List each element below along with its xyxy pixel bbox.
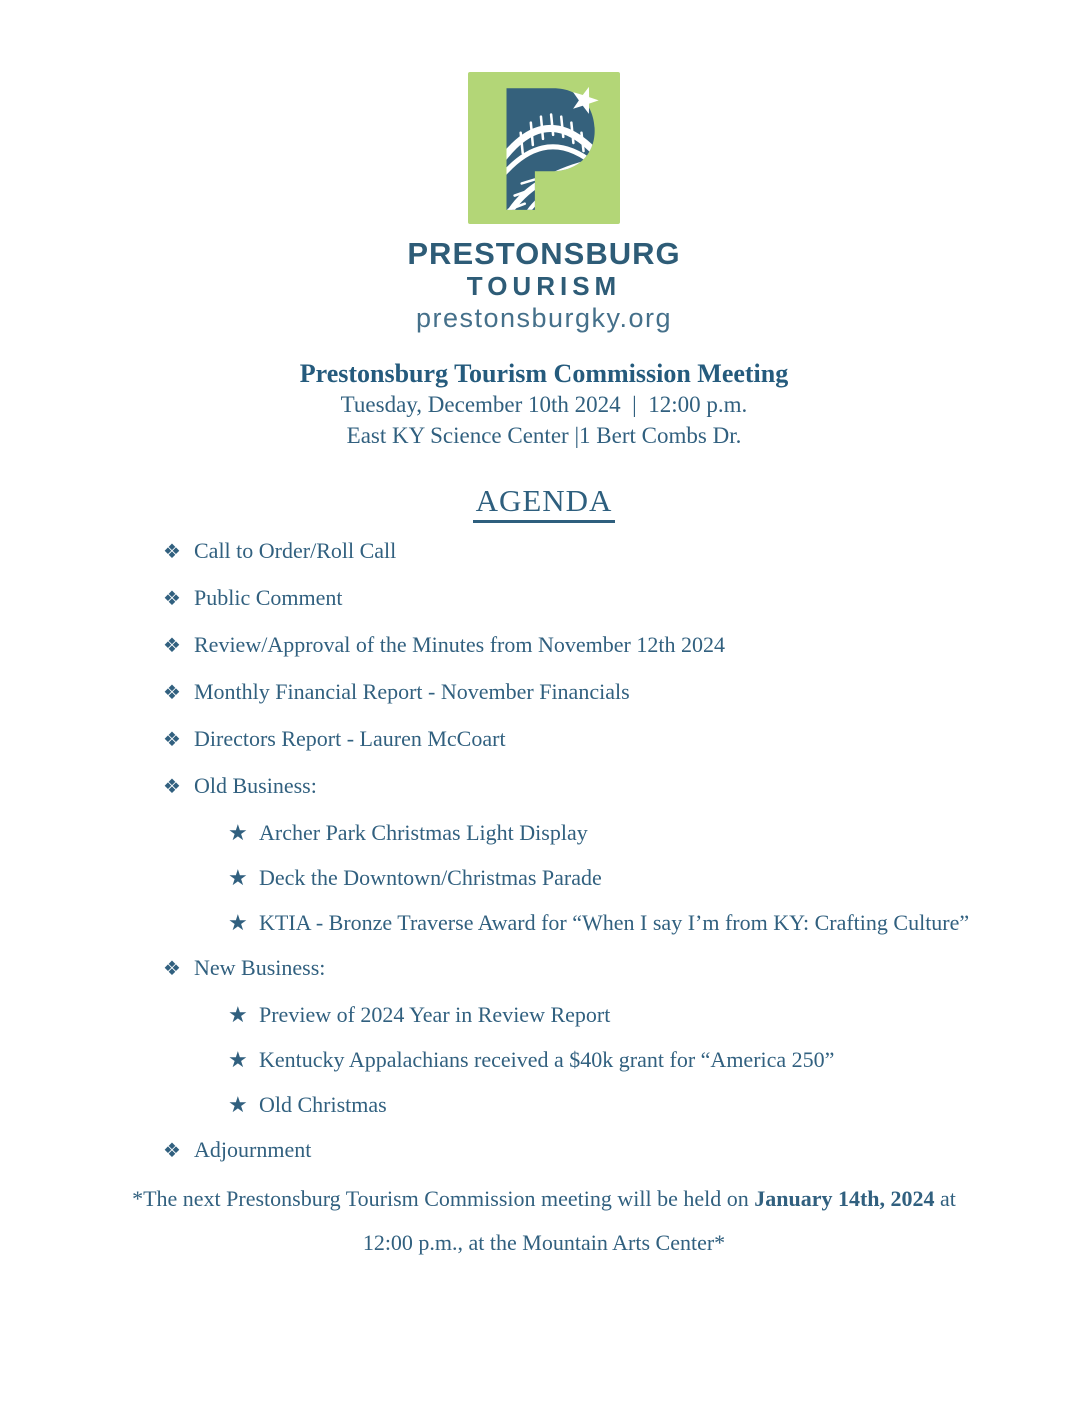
- next-meeting-date: January 14th, 2024: [754, 1186, 935, 1211]
- org-website: prestonsburgky.org: [415, 303, 673, 333]
- agenda-list: [0, 538, 1088, 1164]
- diamond-bullet-icon: ❖: [163, 958, 181, 980]
- next-meeting-note-line1: [0, 1184, 1088, 1214]
- diamond-bullet-icon: ❖: [163, 729, 181, 751]
- star-bullet-icon: ★: [228, 1047, 248, 1072]
- agenda-item-label: Directors Report - Lauren McCoart: [194, 726, 506, 751]
- agenda-heading: AGENDA: [473, 484, 616, 523]
- agenda-subitem-old-christmas: [0, 1092, 1088, 1117]
- agenda-subitem-america-250-grant: [0, 1047, 1088, 1072]
- agenda-item-financial-report: [0, 679, 1088, 706]
- agenda-subitem-label: Deck the Downtown/Christmas Parade: [259, 865, 602, 890]
- star-bullet-icon: ★: [228, 910, 248, 935]
- org-name: PRESTONSBURG: [407, 236, 681, 271]
- diamond-bullet-icon: ❖: [163, 541, 181, 563]
- agenda-subitem-label: Archer Park Christmas Light Display: [259, 820, 588, 845]
- agenda-subitem-label: Kentucky Appalachians received a $40k grant for “America 250”: [259, 1047, 835, 1072]
- agenda-item-label: Monthly Financial Report - November Financials: [194, 679, 630, 704]
- agenda-item-label: Public Comment: [194, 585, 343, 610]
- agenda-subitem-archer-park: [0, 820, 1088, 845]
- note-prefix: *The next Prestonsburg Tourism Commission meeting will be held on: [132, 1186, 755, 1211]
- meeting-location: East KY Science Center |1 Bert Combs Dr.: [346, 423, 742, 448]
- agenda-item-minutes-review: [0, 632, 1088, 659]
- meeting-datetime: Tuesday, December 10th 2024 | 12:00 p.m.: [340, 392, 748, 417]
- prestonsburg-p-bridge-logo-icon: [468, 72, 620, 224]
- agenda-item-label: Old Business:: [194, 773, 317, 798]
- diamond-bullet-icon: ❖: [163, 635, 181, 657]
- agenda-heading-wrap: [0, 484, 1088, 523]
- agenda-item-new-business: [0, 955, 1088, 982]
- agenda-subitem-label: Old Christmas: [259, 1092, 387, 1117]
- diamond-bullet-icon: ❖: [163, 1140, 181, 1162]
- agenda-item-label: Adjournment: [194, 1137, 312, 1162]
- star-bullet-icon: ★: [228, 1092, 248, 1117]
- agenda-item-label: New Business:: [194, 955, 326, 980]
- diamond-bullet-icon: ❖: [163, 682, 181, 704]
- next-meeting-note: [0, 1184, 1088, 1258]
- agenda-item-label: Review/Approval of the Minutes from November 12th 2024: [194, 632, 725, 657]
- tourism-logo-block: [0, 72, 1088, 335]
- agenda-item-adjournment: [0, 1137, 1088, 1164]
- wordmark: [0, 237, 1088, 335]
- agenda-subitem-deck-the-downtown: [0, 865, 1088, 890]
- agenda-subitem-year-in-review: [0, 1002, 1088, 1027]
- agenda-item-label: Call to Order/Roll Call: [194, 538, 397, 563]
- diamond-bullet-icon: ❖: [163, 588, 181, 610]
- meeting-title: Prestonsburg Tourism Commission Meeting: [299, 359, 789, 388]
- agenda-item-directors-report: [0, 726, 1088, 753]
- star-bullet-icon: ★: [228, 820, 248, 845]
- agenda-subitem-ktia-award: [0, 910, 1088, 935]
- agenda-item-public-comment: [0, 585, 1088, 612]
- star-bullet-icon: ★: [228, 865, 248, 890]
- org-subtitle: TOURISM: [466, 271, 622, 301]
- agenda-item-old-business: [0, 773, 1088, 800]
- meeting-header: [0, 358, 1088, 451]
- agenda-subitem-label: Preview of 2024 Year in Review Report: [259, 1002, 611, 1027]
- diamond-bullet-icon: ❖: [163, 776, 181, 798]
- next-meeting-note-line2: 12:00 p.m., at the Mountain Arts Center*: [362, 1230, 726, 1255]
- agenda-item-call-to-order: [0, 538, 1088, 565]
- star-bullet-icon: ★: [228, 1002, 248, 1027]
- agenda-subitem-label: KTIA - Bronze Traverse Award for “When I say I’m from KY: Crafting Culture”: [259, 910, 970, 935]
- note-suffix: at: [934, 1186, 956, 1211]
